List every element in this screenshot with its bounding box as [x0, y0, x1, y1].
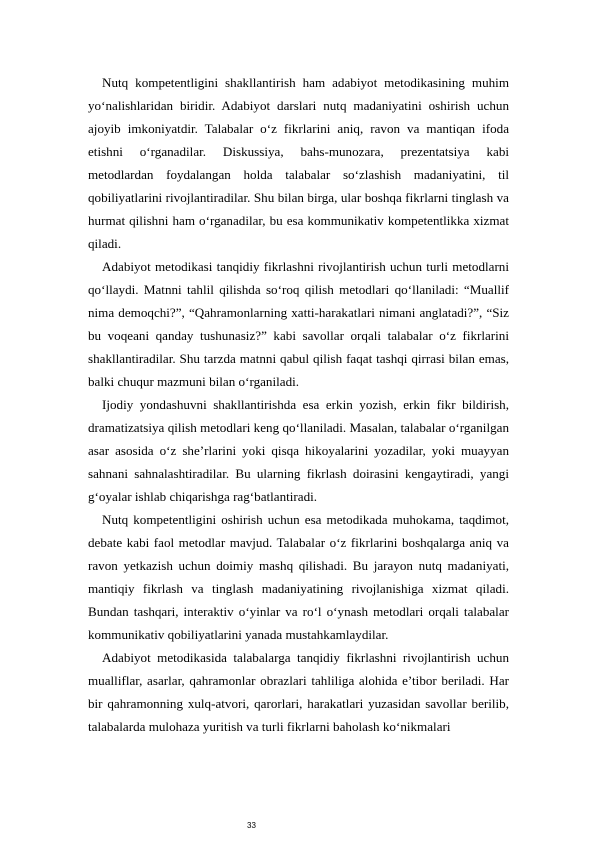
page-number: 33 [247, 821, 256, 830]
paragraph-2: Adabiyot metodikasi tanqidiy fikrlashni rivojlantirish uchun turli metodlarni qo‘llaydi. Matnni tahlil qilishda so‘roq qilish metodlari qo‘llaniladi: “Muallif nima demoqchi?”, “Qahramonlarning xatti-harakatlari nimani anglatadi?”, “Siz bu voqeani qanday tushunasiz?” kabi savollar orqali talabalar o‘z fikrlarini shakllantiradilar. Shu tarzda matnni qabul qilish faqat tashqi qirrasi bilan emas, balki chuqur mazmuni bilan o‘rganiladi. [88, 259, 509, 389]
paragraph-3: Ijodiy yondashuvni shakllantirishda esa erkin yozish, erkin fikr bildirish, dramatizatsiya qilish metodlari keng qo‘llaniladi. Masalan, talabalar o‘rganilgan asar asosida o‘z she’rlarini yoki qisqa hikoyalarini yozadilar, yoki muayyan sahnani sahnalashtiradilar. Bu ularning fikrlash doirasini kengaytiradi, yangi g‘oyalar ishlab chiqarishga rag‘batlantiradi. [88, 397, 509, 504]
paragraph-4: Nutq kompetentligini oshirish uchun esa metodikada muhokama, taqdimot, debate kabi faol metodlar mavjud. Talabalar o‘z fikrlarini boshqalarga aniq va ravon yetkazish uchun doimiy mashq qilishadi. Bu jarayon nutq madaniyati, mantiqiy fikrlash va tinglash madaniyatining rivojlanishiga xizmat qiladi. Bundan tashqari, interaktiv o‘yinlar va ro‘l o‘ynash metodlari orqali talabalar kommunikativ qobiliyatlarini yanada mustahkamlaydilar. [88, 512, 509, 642]
body-text [88, 71, 509, 738]
paragraph-1: Nutq kompetentligini shakllantirish ham adabiyot metodikasining muhim yo‘nalishlaridan biridir. Adabiyot darslari nutq madaniyatini oshirish uchun ajoyib imkoniyatdir. Talabalar o‘z fikrlarini aniq, ravon va mantiqan ifoda etishni o‘rganadilar. Diskussiya, bahs-munozara, prezentatsiya kabi metodlardan foydalangan holda talabalar so‘zlashish madaniyatini, til qobiliyatlarini rivojlantiradilar. Shu bilan birga, ular boshqa fikrlarni tinglash va hurmat qilishni ham o‘rganadilar, bu esa kommunikativ kompetentlikka xizmat qiladi. [88, 75, 509, 251]
paragraph-5: Adabiyot metodikasida talabalarga tanqidiy fikrlashni rivojlantirish uchun mualliflar, asarlar, qahramonlar obrazlari tahliliga alohida e’tibor beriladi. Har bir qahramonning xulq-atvori, qarorlari, harakatlari yuzasidan savollar berilib, talabalarda mulohaza yuritish va turli fikrlarni baholash ko‘nikmalari [88, 650, 509, 734]
